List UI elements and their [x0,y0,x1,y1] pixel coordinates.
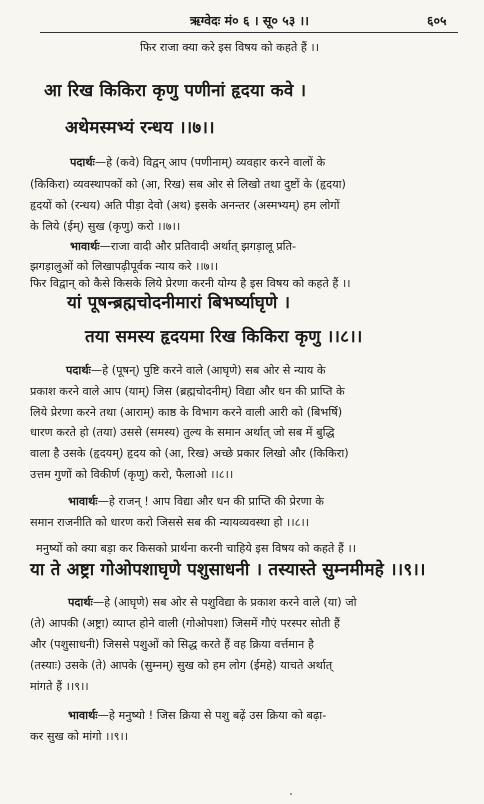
padartha-8-line-1: पदार्थः—हे (पूषन्) पुष्टि करने वाले (आघृणे) सब ओर से न्याय के [66,364,326,377]
padartha-9-line-2: (ते) आपकी (अष्ट्रा) व्याप्त होने वाली (गोओपशा) जिसमें गौएं परस्पर सोती हैं [30,617,340,630]
padartha-8-line-4: धारण करते हो (तया) उससे (समस्य) तुल्य के समान अर्थात् जो सब में बुद्धि [30,426,335,439]
padartha-8-line-6: उत्तम गुणों को विकीर्ण (कृणु) करो, फैलाओ ।।८।। [30,468,234,481]
padartha-7-line-3: हृदयों को (रन्धय) अति पीड़ा देवो (अथ) इसके अनन्तर (अस्मभ्यम्) हम लोगों [30,199,340,212]
padartha-7-line-2: (किकिरा) व्यवस्थापकों को (आ, रिख) सब ओर से लिखो तथा दुष्टों के (हृदया) [30,178,346,191]
padartha-8-line-3: लिये प्रेरणा करने तथा (आराम्) काष्ठ के विभाग करने वाली आरी को (बिभर्षि) [30,406,343,419]
section-label: भावार्थः [68,495,98,508]
bhavartha-7-line-1: भावार्थः—राजा वादी और प्रतिवादी अर्थात् झगड़ालू प्रति- [70,240,297,253]
bhavartha-7-line-2: झगड़ालुओं को लिखापढ़ीपूर्वक न्याय करे ।।७।। [30,260,219,273]
bhavartha-9-line-1: भावार्थः—हे मनुष्यो ! जिस क्रिया से पशु बढ़ें उस क्रिया को बढ़ा- [68,709,327,722]
mantra-7-line-1: आ रिख किकिरा कृणु पणीनां हृदया कवे । [44,81,307,101]
mantra-7-line-2: अथेमस्मभ्यं रन्धय ।।७।। [65,118,215,138]
padartha-9-line-5: मांगते हैं ।।९।। [30,680,89,693]
padartha-9-line-1: पदार्थः—हे (आघृणे) सब ओर से पशुविद्या के प्रकाश करने वाले (या) जो [68,596,357,609]
header-rule [40,32,458,33]
padartha-9-line-4: (तस्याः) उसके (ते) आपके (सुम्नम्) सुख को हम लोग (ईमहे) याचते अर्थात् [30,659,333,672]
bhavartha-8-line-1: भावार्थः—हे राजन् ! आप विद्या और धन की प्राप्ति की प्रेरणा के [68,495,324,508]
intro-line-8: फिर विद्वान् को कैसे किसके लिये प्रेरणा करनी योग्य है इस विषय को कहते हैं ।। [30,277,351,290]
mantra-8-line-1: यां पूषन्ब्रह्मचोदनीमारां बिभर्ष्याघृणे । [67,293,291,313]
mantra-8-line-2: तया समस्य हृदयमा रिख किकिरा कृणु ।।८।। [85,327,363,347]
section-label: पदार्थः [66,364,91,377]
page-number: ६०५ [427,13,447,28]
intro-line-7: फिर राजा क्या करे इस विषय को कहते हैं ।। [140,41,319,54]
padartha-7-line-4: के लिये (ईम्) सुख (कृणु) करो ।।७।। [30,220,181,233]
header-title: ऋग्वेदः मं० ६ । सू० ५३ ।। [190,13,310,28]
scan-speck [290,793,292,795]
padartha-8-line-2: प्रकाश करने वाले आप (याम्) जिस (ब्रह्मचोदनीम्) विद्या और धन की प्राप्ति के [30,385,345,398]
padartha-9-line-3: और (पशुसाधनी) जिससे पशुओं को सिद्ध करते हैं वह क्रिया वर्त्तमान है [30,638,314,651]
bhavartha-9-line-2: कर सुख को मांगो ।।९।। [30,730,129,743]
padartha-7-line-1: पदार्थः—हे (कवे) विद्वन् आप (पणीनाम्) व्यवहार करने वालों के [70,156,326,169]
bhavartha-8-line-2: समान राजनीति को धारण करो जिससे सब की न्यायव्यवस्था हो ।।८।। [30,516,310,529]
section-label: भावार्थः [68,709,98,722]
section-label: पदार्थः [70,156,95,169]
padartha-8-line-5: वाला है उसके (हृदयम्) हृदय को (आ, रिख) अच्छे प्रकार लिखो और (किकिरा) [30,447,349,460]
section-label: पदार्थः [68,596,93,609]
intro-line-9: मनुष्यों को क्या बड़ा कर किसको प्रार्थना करनी चाहिये इस विषय को कहते हैं ।। [36,542,357,555]
section-label: भावार्थः [70,240,100,253]
mantra-9: या ते अष्ट्रा गोओपशाघृणे पशुसाधनी । तस्यास्ते सुम्नमीमहे ।।९।। [30,560,426,580]
